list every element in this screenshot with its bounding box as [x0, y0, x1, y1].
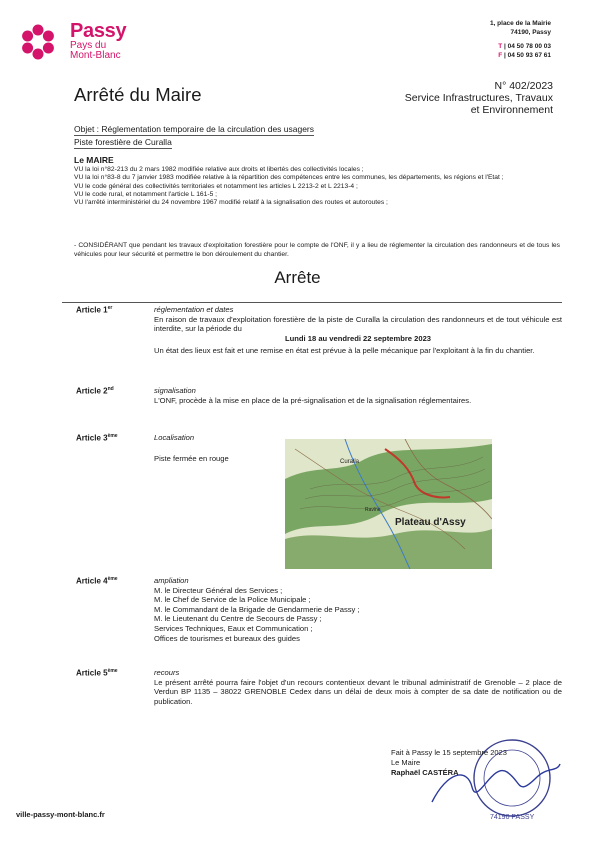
ampliation-line: M. le Directeur Général des Services ;: [154, 585, 283, 595]
fax-prefix: F: [498, 51, 503, 59]
map-label-ravine: Ravine: [365, 507, 381, 513]
website-link[interactable]: ville-passy-mont-blanc.fr: [16, 810, 105, 819]
objet-line-1: Objet : Réglementation temporaire de la circulation des usagers: [74, 124, 315, 134]
article-4-body: [154, 576, 562, 643]
map-label-curalla: Curalla: [340, 459, 360, 465]
brand-sub-2: Mont-Blanc: [70, 50, 121, 61]
brand-name: Passy: [70, 20, 127, 42]
service-line-2: et Environnement: [470, 104, 553, 116]
address-line-2: 74190, Passy: [510, 28, 551, 36]
le-maire-heading: Le MAIRE: [74, 155, 114, 165]
article-1-body: [154, 305, 562, 356]
page-title: Arrêté du Maire: [74, 84, 202, 105]
fax-number: 04 50 93 67 61: [507, 51, 551, 59]
article-5-text: Le présent arrêté pourra faire l'objet d'un recours contentieux devant le tribunal administratif de Grenoble – 2 place de Verdun BP 1135 – 38022 GRENOBLE Cedex dans un délai de deux mois à compter de sa date de notification ou de publication.: [154, 677, 562, 706]
brand-logo: [70, 21, 126, 61]
passy-flower-logo-icon: [18, 22, 58, 62]
signature-place-date: Fait à Passy le 15 septembre 2023: [391, 748, 507, 757]
location-map: [285, 439, 492, 569]
vu-list: [74, 166, 560, 207]
signature-name: Raphaël CASTÉRA: [391, 768, 459, 777]
vu-line: VU la loi n°83-8 du 7 janvier 1983 modifiée relative à la répartition des compétences entre les communes, les départements, les régions et l'Etat ;: [74, 174, 504, 182]
signature-role: Le Maire: [391, 758, 421, 767]
article-3-heading: Localisation: [154, 433, 195, 442]
article-2-body: [154, 386, 562, 405]
article-5-label: Article 5ème: [76, 668, 118, 678]
article-1-heading: réglementation et dates: [154, 305, 234, 314]
stamp-text: 74190 PASSY: [490, 814, 535, 821]
objet: [74, 123, 314, 149]
decree-reference: [405, 80, 553, 116]
vu-line: VU l'arrêté interministériel du 24 novembre 1967 modifié relatif à la signalisation des routes et autoroutes ;: [74, 199, 388, 207]
article-1-label: Article 1er: [76, 305, 113, 315]
divider: [62, 302, 562, 303]
article-1-dates: Lundi 18 au vendredi 22 septembre 2023: [284, 333, 432, 343]
ampliation-line: M. le Chef de Service de la Police Municipale ;: [154, 595, 311, 605]
ampliation-line: Services Techniques, Eaux et Communication ;: [154, 623, 313, 633]
vu-line: VU la loi n°82-213 du 2 mars 1982 modifiée relative aux droits et libertés des collectivités locales ;: [74, 166, 364, 173]
brand-sub-1: Pays du: [70, 40, 107, 51]
article-4-heading: ampliation: [154, 576, 189, 585]
tel-prefix: T: [498, 43, 503, 51]
article-2-label: Article 2nd: [76, 386, 114, 396]
article-2-text: L'ONF, procède à la mise en place de la pré-signalisation et de la signalisation réglementaires.: [154, 395, 472, 405]
considerant: - CONSIDÉRANT que pendant les travaux d'exploitation forestière pour le compte de l'ONF, il y a lieu de réglementer la circulation des randonneurs et de tous les véhicules pour leur sécurité et permettre le bon déroulement du chantier.: [74, 242, 560, 259]
article-1-text: En raison de travaux d'exploitation forestière de la piste de Curalla la circulation des randonneurs et de tout véhicule est interdite, sur la période du: [154, 314, 562, 334]
article-3-text: Piste fermée en rouge: [154, 453, 229, 463]
decree-number: N° 402/2023: [494, 80, 553, 92]
vu-line: VU le code général des collectivités territoriales et notamment les articles L 2213-2 et L 2213-4 ;: [74, 182, 358, 190]
article-1-text-2: Un état des lieux est fait et une remise en état est prévue à la pelle mécanique par l'exploitant à la fin du chantier.: [154, 346, 535, 356]
article-3-body: [154, 433, 274, 463]
tel-number: 04 50 78 00 03: [507, 43, 551, 51]
article-3-label: Article 3ème: [76, 433, 118, 443]
service-line-1: Service Infrastructures, Travaux: [404, 92, 553, 104]
map-label-plateau: Plateau d'Assy: [395, 517, 466, 528]
contact-block: 1, place de la Mairie 74190, Passy T | 04 50 78 00 03 F | 04 50 93 67 61: [489, 20, 551, 59]
arrete-heading: Arrête: [274, 268, 321, 287]
vu-line: VU le code rural, et notamment l'article L 161-5 ;: [74, 190, 218, 198]
ampliation-line: Offices de tourismes et bureaux des guides: [154, 633, 300, 643]
article-4-label: Article 4ème: [76, 576, 118, 586]
signature-block: [391, 748, 507, 778]
article-5-heading: recours: [154, 668, 180, 677]
ampliation-line: M. le Commandant de la Brigade de Gendarmerie de Passy ;: [154, 604, 360, 614]
article-2-heading: signalisation: [154, 386, 196, 395]
ampliation-line: M. le Lieutenant du Centre de Secours de Passy ;: [154, 614, 322, 624]
address-line-1: 1, place de la Mairie: [489, 20, 551, 27]
article-5-body: [154, 668, 562, 706]
objet-line-2: Piste forestière de Curalla: [74, 137, 172, 147]
